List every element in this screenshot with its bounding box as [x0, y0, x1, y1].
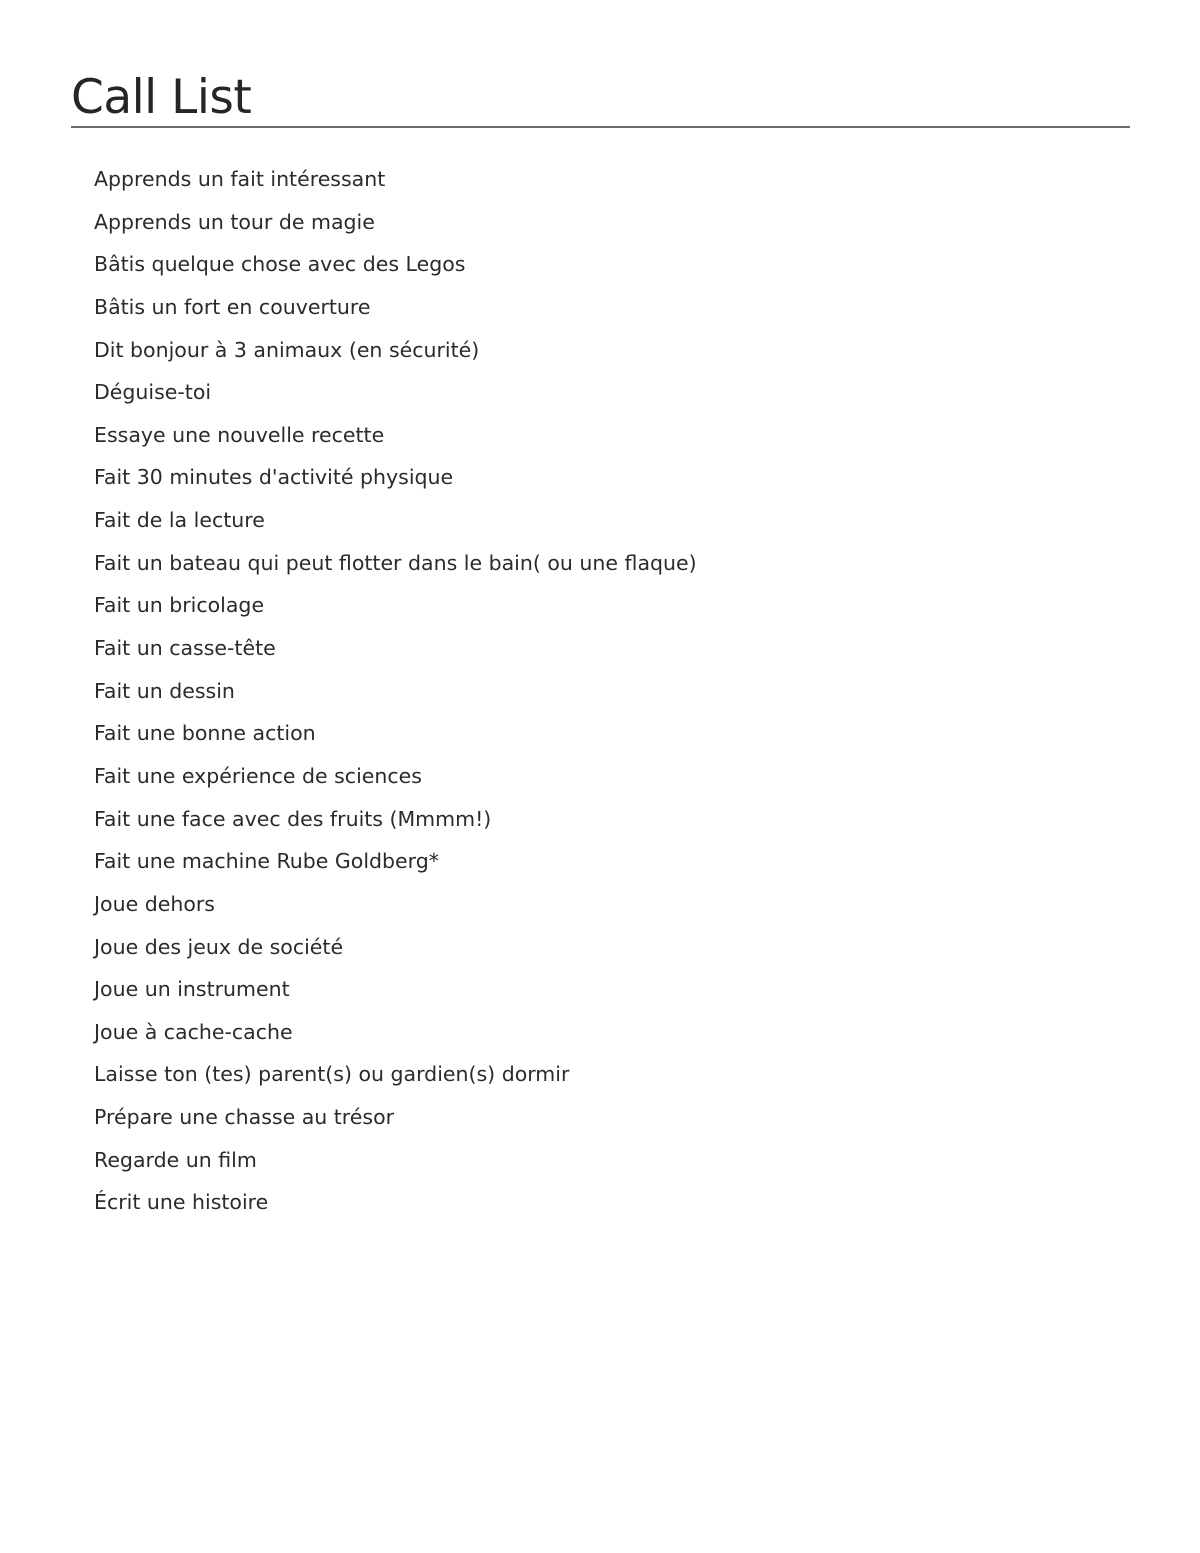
item-text: Fait un bricolage: [94, 593, 265, 618]
item-text: Fait une bonne action: [94, 721, 316, 746]
item-text: Laisse ton (tes) parent(s) ou gardien(s) dormir: [94, 1062, 570, 1087]
item-text: Essaye une nouvelle recette: [94, 422, 385, 447]
item-text: Prépare une chasse au trésor: [94, 1105, 395, 1130]
item-text: Bâtis quelque chose avec des Legos: [94, 252, 466, 277]
item-text: Apprends un tour de magie: [94, 209, 375, 234]
item-text: Joue un instrument: [94, 977, 290, 1002]
item-text: Fait de la lecture: [94, 508, 265, 533]
item-text: Fait une face avec des fruits (Mmmm!): [94, 806, 492, 831]
page-title: Call List: [71, 70, 252, 125]
item-text: Regarde un film: [94, 1147, 257, 1172]
item-text: Déguise-toi: [94, 380, 212, 405]
item-text: Apprends un fait intéressant: [94, 167, 386, 191]
title-divider: [71, 126, 1130, 128]
item-text: Joue des jeux de société: [94, 934, 344, 959]
item-text: Fait un casse-tête: [94, 636, 276, 661]
item-text: Bâtis un fort en couverture: [94, 294, 371, 319]
item-text: Dit bonjour à 3 animaux (en sécurité): [94, 337, 480, 362]
item-text: Joue à cache-cache: [94, 1019, 293, 1044]
item-text: Joue dehors: [94, 891, 215, 916]
item-text: Fait un dessin: [94, 678, 235, 703]
item-text: Fait une machine Rube Goldberg*: [94, 849, 439, 874]
item-text: Fait un bateau qui peut flotter dans le bain( ou une flaque): [94, 550, 697, 575]
item-text: Fait 30 minutes d'activité physique: [94, 465, 454, 490]
item-text: Fait une expérience de sciences: [94, 763, 422, 788]
item-text: Écrit une histoire: [94, 1190, 269, 1215]
